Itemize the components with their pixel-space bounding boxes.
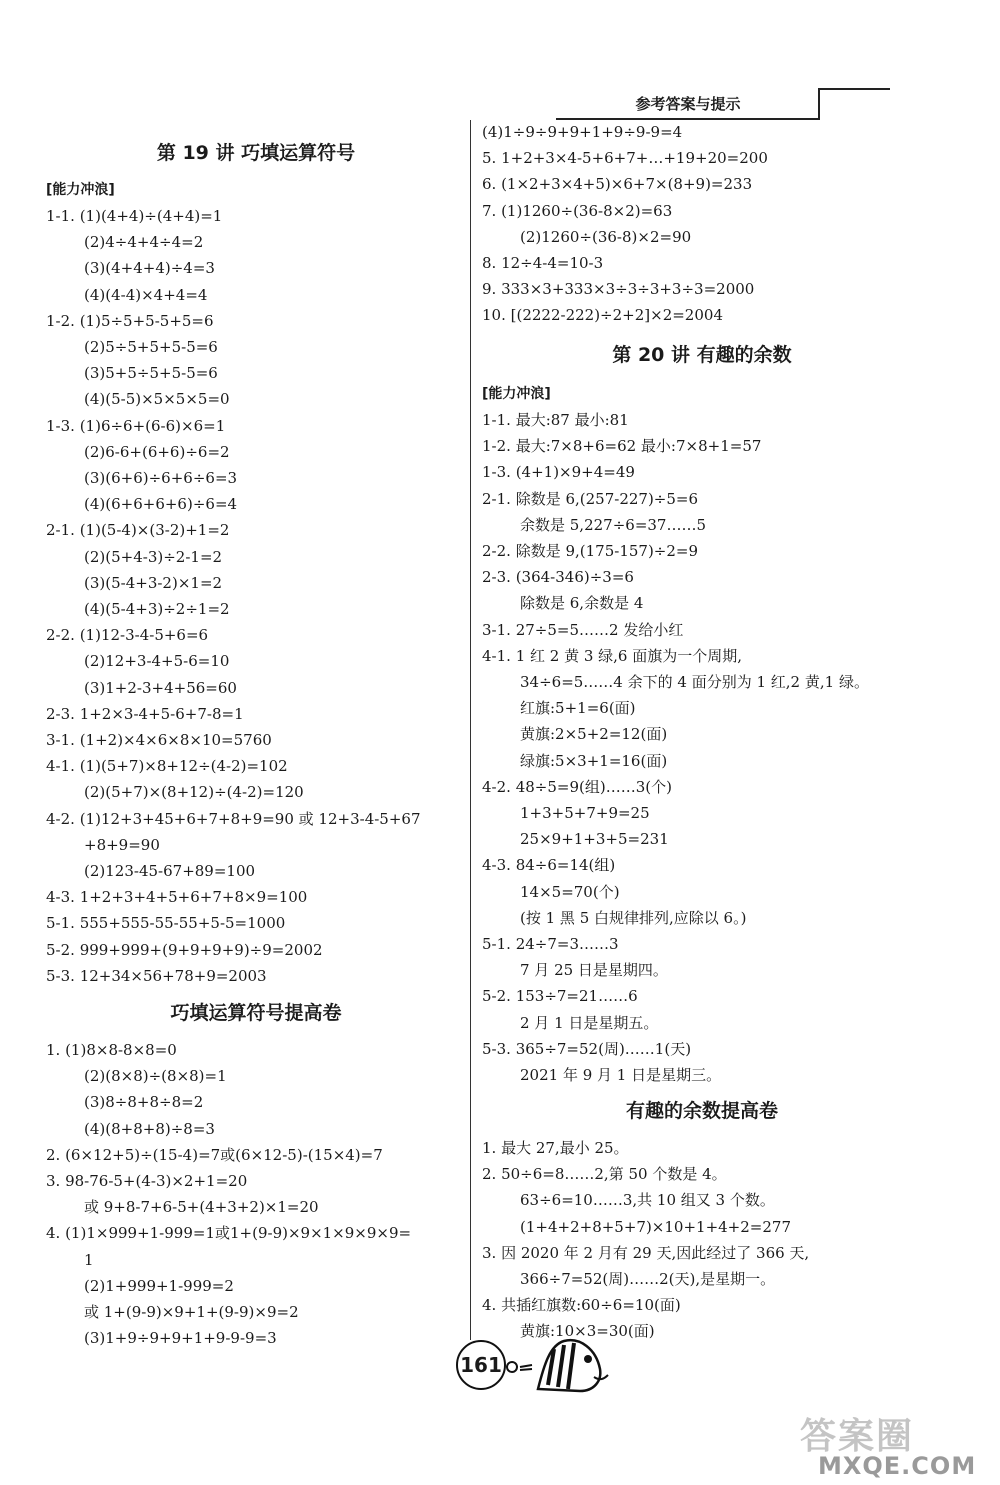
answer-line: (2)6-6+(6+6)÷6=2 — [84, 442, 230, 461]
answer-line: (2)123-45-67+89=100 — [84, 862, 256, 880]
answer-line: (4)(5-4+3)÷2÷1=2 — [84, 600, 230, 618]
answer-line: 3-1. (1+2)×4×6×8×10=5760 — [46, 731, 272, 749]
answer-line: 2-2. (1)12-3-4-5+6=6 — [46, 626, 209, 645]
answer-line: 5-1. 24÷7=3……3 — [482, 935, 619, 953]
column-divider — [470, 120, 471, 1340]
answer-line: 1-1. (1)(4+4)÷(4+4)=1 — [46, 207, 223, 225]
answer-line: (3)(6+6)÷6+6÷6=3 — [84, 469, 238, 487]
answer-line: 2 月 1 日是星期五。 — [520, 1013, 659, 1032]
answer-line: 4. 共插红旗数:60÷6=10(面) — [482, 1296, 681, 1315]
answer-line: (按 1 黑 5 白规律排列,应除以 6。) — [520, 908, 747, 927]
answer-line: (2)(5+7)×(8+12)÷(4-2)=120 — [84, 783, 304, 802]
answer-line: 5-3. 365÷7=52(周)……1(天) — [482, 1039, 692, 1058]
answer-line: (2)1+999+1-999=2 — [84, 1276, 234, 1295]
answer-line: 2-3. 1+2×3-4+5-6+7-8=1 — [46, 704, 244, 723]
running-header: 参考答案与提示 — [556, 92, 820, 120]
answer-line: 7. (1)1260÷(36-8×2)=63 — [482, 201, 673, 220]
answer-line: 1+3+5+7+9=25 — [520, 804, 650, 822]
section-heading: [能力冲浪] — [46, 182, 115, 198]
answer-line: (4)(8+8+8)÷8=3 — [84, 1119, 215, 1138]
answer-line: 黄旗:10×3=30(面) — [520, 1322, 655, 1341]
answer-line: (4)(6+6+6+6)÷6=4 — [84, 495, 238, 514]
answer-line: 4-3. 84÷6=14(组) — [482, 856, 616, 875]
answer-line: 1-2. 最大:7×8+6=62 最小:7×8+1=57 — [482, 437, 762, 456]
answer-line: 5-2. 999+999+(9+9+9+9)÷9=2002 — [46, 940, 323, 959]
answer-line: 4. (1)1×999+1-999=1或1+(9-9)×9×1×9×9×9= — [46, 1224, 412, 1243]
answer-line: (4)(5-5)×5×5×5=0 — [84, 390, 230, 409]
answer-line: 1 — [84, 1250, 94, 1269]
answer-line: +8+9=90 — [84, 835, 160, 854]
answer-line: 1-2. (1)5÷5+5-5+5=6 — [46, 311, 214, 330]
answer-line: (4)(4-4)×4+4=4 — [84, 285, 208, 304]
answer-line: 7 月 25 日是星期四。 — [520, 961, 668, 980]
answer-line: 3. 98-76-5+(4-3)×2+1=20 — [46, 1172, 248, 1190]
answer-line: 2-1. 除数是 6,(257-227)÷5=6 — [482, 489, 699, 508]
advanced-test-title: 巧填运算符号提高卷 — [170, 1002, 342, 1024]
answer-line: (1+4+2+8+5+7)×10+1+4+2=277 — [520, 1217, 791, 1236]
answer-line: 1-1. 最大:87 最小:81 — [482, 411, 629, 429]
answer-line: 2-2. 除数是 9,(175-157)÷2=9 — [482, 542, 699, 560]
answer-line: (2)4÷4+4÷4=2 — [84, 233, 204, 252]
answer-line: 5-1. 555+555-55-55+5-5=1000 — [46, 914, 286, 933]
answer-line: 或 1+(9-9)×9+1+(9-9)×9=2 — [84, 1303, 299, 1321]
answer-line: 3. 因 2020 年 2 月有 29 天,因此经过了 366 天, — [482, 1243, 810, 1262]
answer-line: 或 9+8-7+6-5+(4+3+2)×1=20 — [84, 1198, 319, 1217]
header-corner-rule — [818, 88, 890, 118]
watermark-cn: 答案圈 — [800, 1416, 915, 1457]
answer-line: 1. (1)8×8-8×8=0 — [46, 1041, 177, 1059]
answer-line: (2)1260÷(36-8)×2=90 — [520, 227, 692, 246]
answer-line: (2)5÷5+5+5-5=6 — [84, 338, 218, 356]
answer-line: 黄旗:2×5+2=12(面) — [520, 725, 668, 744]
answer-line: 3-1. 27÷5=5……2 发给小红 — [482, 620, 684, 639]
answer-line: (3)1+9÷9+9+1+9-9-9=3 — [84, 1329, 277, 1348]
answer-line: (2)(8×8)÷(8×8)=1 — [84, 1067, 227, 1086]
watermark-url: MXQE.COM — [818, 1452, 977, 1480]
answer-line: 5-3. 12+34×56+78+9=2003 — [46, 966, 267, 985]
answer-line: 2021 年 9 月 1 日是星期三。 — [520, 1066, 722, 1084]
answer-line: 2-3. (364-346)÷3=6 — [482, 568, 634, 587]
answer-line: 9. 333×3+333×3÷3÷3+3÷3=2000 — [482, 280, 755, 299]
answer-line: 63÷6=10……3,共 10 组又 3 个数。 — [520, 1191, 775, 1210]
fish-decoration-icon — [504, 1335, 614, 1395]
lesson-20-title: 第 20 讲 有趣的余数 — [612, 344, 792, 366]
answer-line: 绿旗:5×3+1=16(面) — [520, 751, 668, 770]
answer-line: 1-3. (1)6÷6+(6-6)×6=1 — [46, 416, 226, 435]
answer-line: (2)(5+4-3)÷2-1=2 — [84, 547, 223, 566]
answer-line: 5-2. 153÷7=21……6 — [482, 987, 638, 1006]
answer-line: 2-1. (1)(5-4)×(3-2)+1=2 — [46, 521, 230, 540]
answer-line: 6. (1×2+3×4+5)×6+7×(8+9)=233 — [482, 175, 753, 194]
remainder-advanced-title: 有趣的余数提高卷 — [625, 1100, 778, 1122]
answer-line: (3)(5-4+3-2)×1=2 — [84, 573, 223, 592]
answer-line: 4-2. 48÷5=9(组)……3(个) — [482, 777, 672, 796]
lesson-19-title: 第 19 讲 巧填运算符号 — [156, 142, 356, 164]
answer-line: 25×9+1+3+5=231 — [520, 830, 669, 849]
answer-line: 除数是 6,余数是 4 — [520, 594, 644, 613]
answer-line: 4-1. (1)(5+7)×8+12÷(4-2)=102 — [46, 757, 288, 776]
answer-line: 5. 1+2+3×4-5+6+7+…+19+20=200 — [482, 149, 768, 168]
answer-line: 4-2. (1)12+3+45+6+7+8+9=90 或 12+3-4-5+67 — [46, 809, 421, 828]
watermark — [790, 1408, 1000, 1485]
answer-line: 2. 50÷6=8……2,第 50 个数是 4。 — [482, 1165, 727, 1184]
answer-line: (3)5+5÷5+5-5=6 — [84, 364, 218, 383]
answer-line: (2)12+3-4+5-6=10 — [84, 652, 230, 671]
answer-line: (3)8÷8+8÷8=2 — [84, 1093, 204, 1112]
answer-line: 4-3. 1+2+3+4+5+6+7+8×9=100 — [46, 888, 308, 907]
answer-line: 14×5=70(个) — [520, 882, 620, 901]
page-number: 161 — [456, 1340, 506, 1390]
answer-line: 红旗:5+1=6(面) — [520, 699, 636, 718]
answer-line: 366÷7=52(周)……2(天),是星期一。 — [520, 1270, 776, 1288]
answer-line: (3)(4+4+4)÷4=3 — [84, 259, 215, 278]
section-heading: [能力冲浪] — [482, 386, 551, 402]
answer-line: (3)1+2-3+4+56=60 — [84, 678, 237, 697]
answer-line: 1. 最大 27,最小 25。 — [482, 1139, 629, 1157]
answer-line: 4-1. 1 红 2 黄 3 绿,6 面旗为一个周期, — [482, 646, 743, 665]
answer-line: 1-3. (4+1)×9+4=49 — [482, 463, 635, 482]
answer-line: 8. 12÷4-4=10-3 — [482, 254, 604, 272]
answer-line: 34÷6=5……4 余下的 4 面分别为 1 红,2 黄,1 绿。 — [520, 673, 869, 691]
answer-line: 2. (6×12+5)÷(15-4)=7或(6×12-5)-(15×4)=7 — [46, 1145, 383, 1164]
answer-line: 10. [(2222-222)÷2+2]×2=2004 — [482, 306, 723, 325]
answer-line: (4)1÷9÷9+9+1+9÷9-9=4 — [482, 123, 683, 141]
answer-line: 余数是 5,227÷6=37……5 — [520, 515, 707, 534]
